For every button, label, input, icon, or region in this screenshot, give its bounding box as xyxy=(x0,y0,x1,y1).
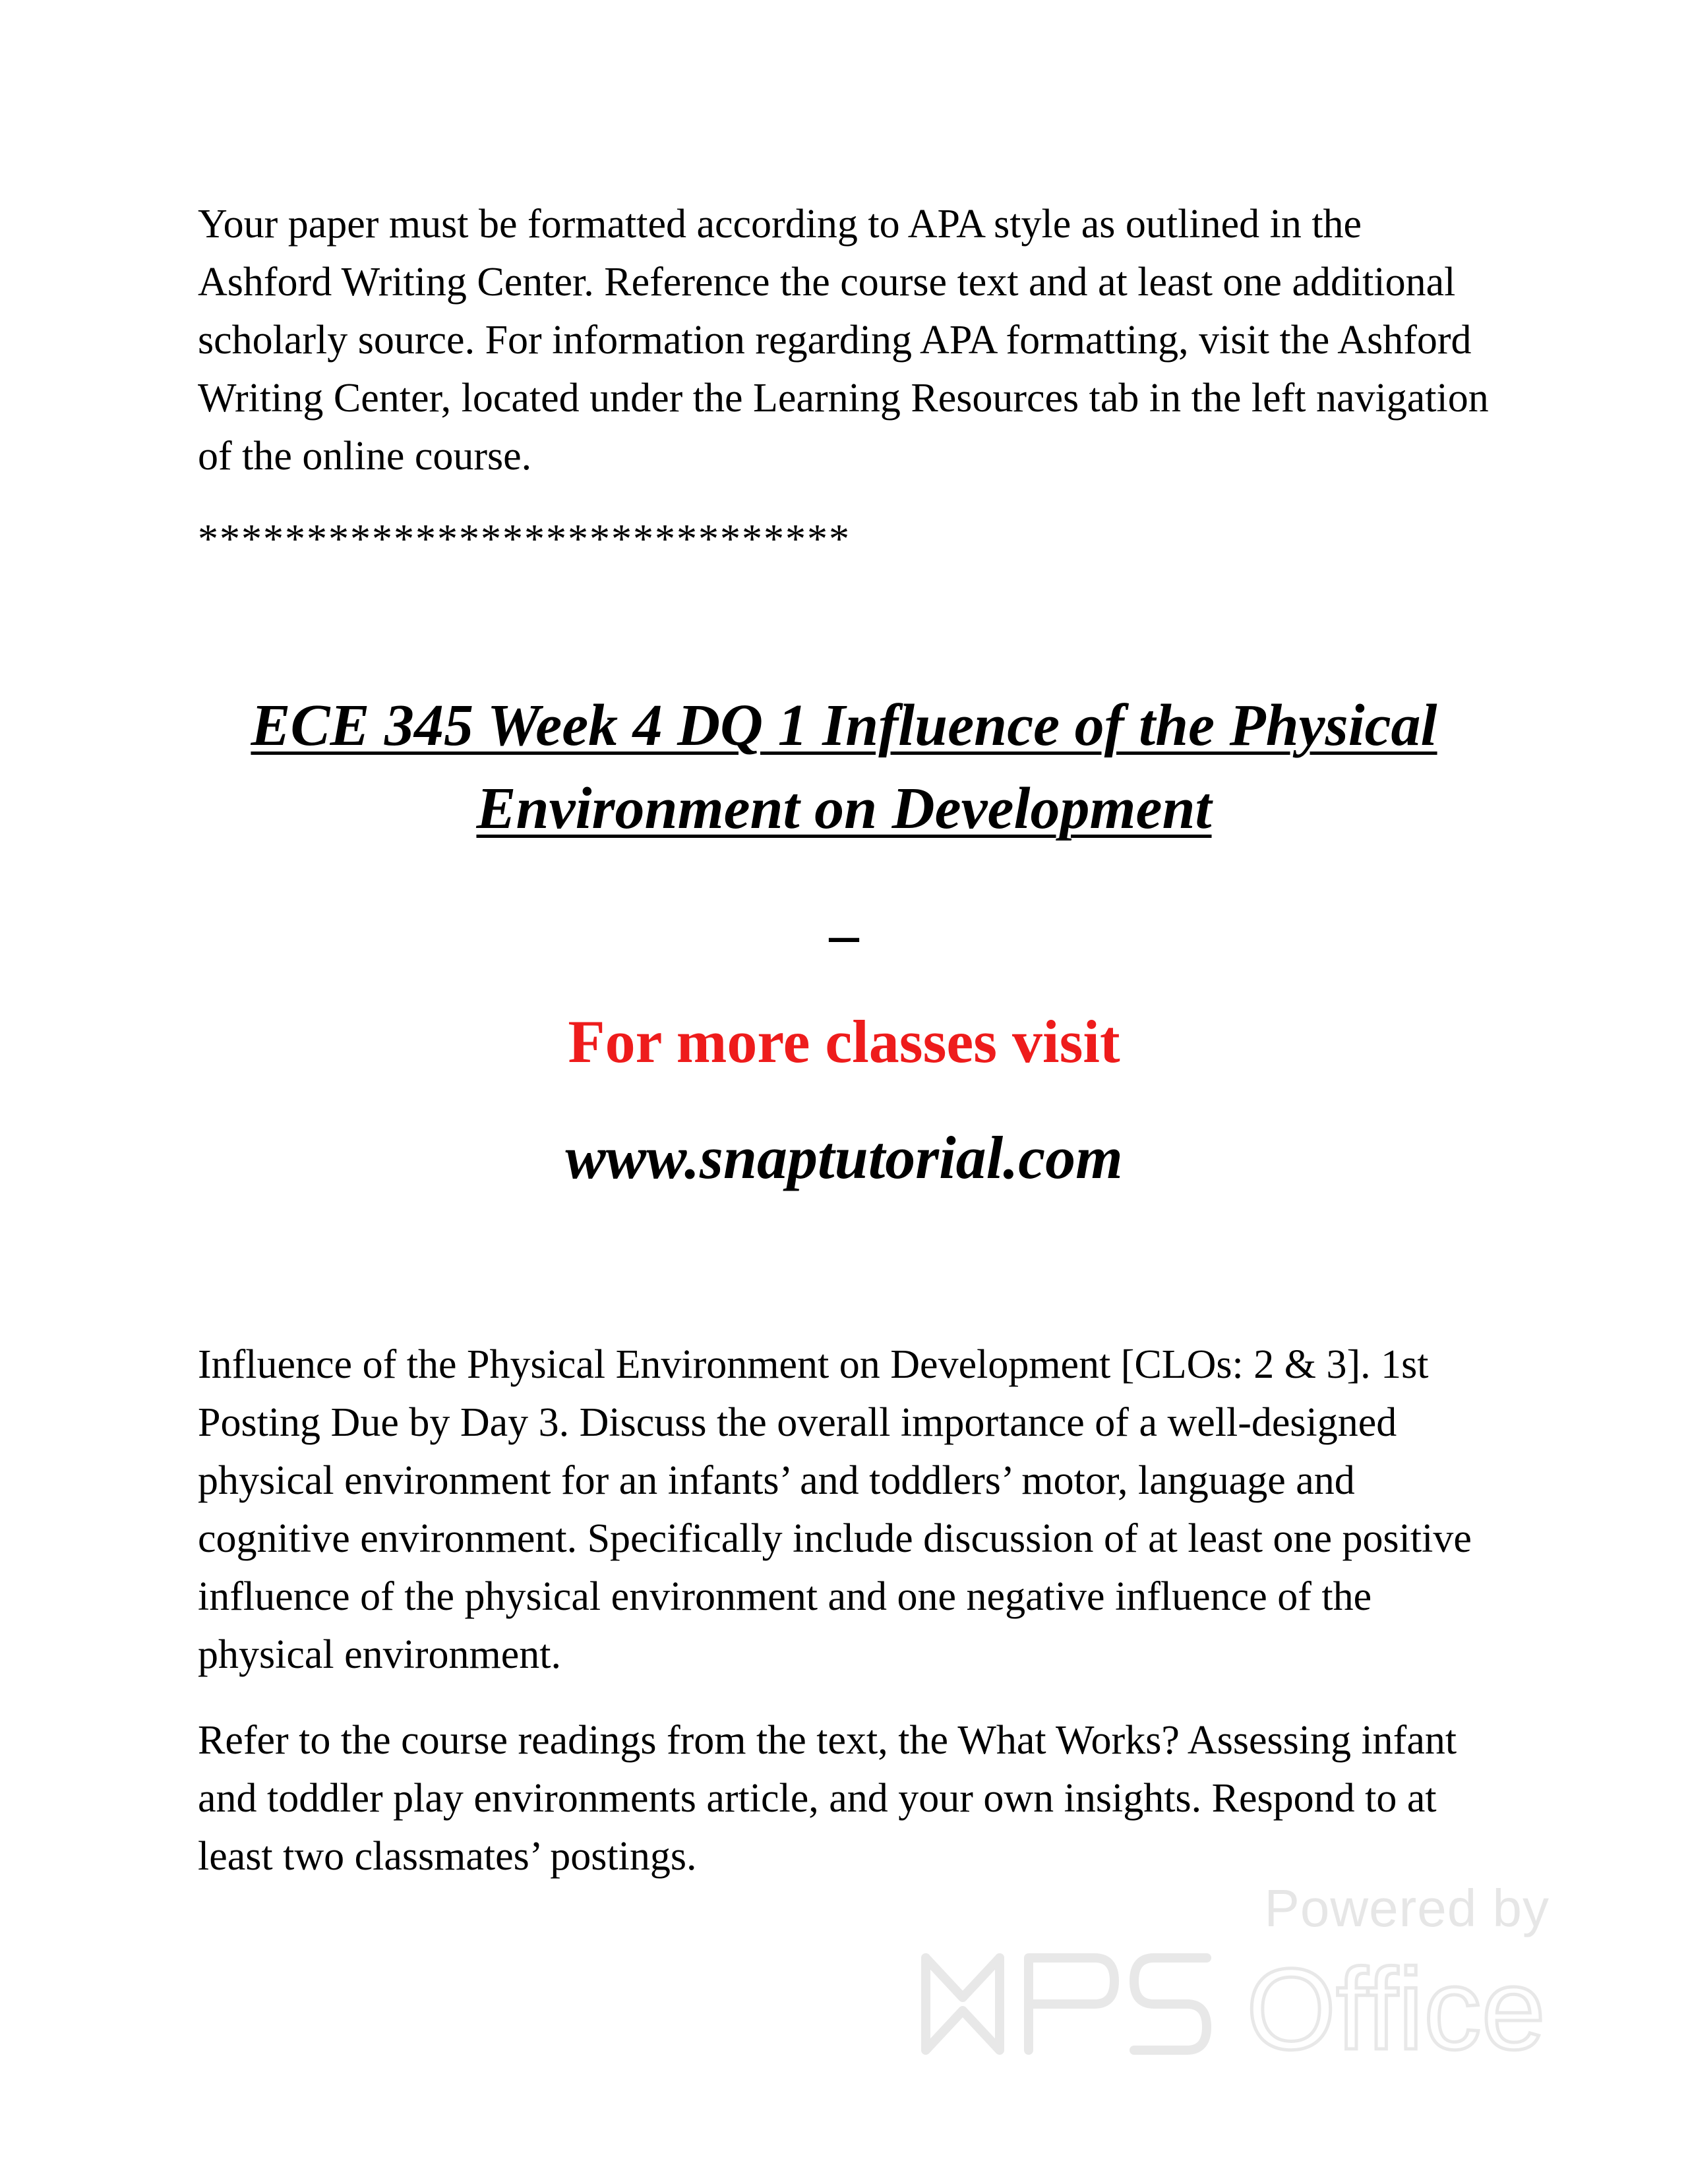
document-title: ECE 345 Week 4 DQ 1 Influence of the Physical Environment on Development xyxy=(251,693,1437,841)
promo-text: For more classes visit xyxy=(568,1008,1120,1075)
body-paragraph-1: Influence of the Physical Environment on Development [CLOs: 2 & 3]. 1st Posting Due by Day 3. Discuss the overall importance of a well-designed physical environment for an infants’ and toddlers’ motor, language and cognitive environment. Specifically include discussion of at least one positive influence of the physical environment and one negative influence of the physical environment. xyxy=(198,1342,1472,1677)
wps-office-watermark xyxy=(917,1879,1550,2063)
svg-text:Office: Office xyxy=(1246,1945,1546,2063)
wps-office-logo xyxy=(917,1945,1550,2063)
website-link[interactable]: www.snaptutorial.com xyxy=(565,1124,1123,1191)
body-paragraph-2: Refer to the course readings from the text, the What Works? Assessing infant and toddler play environments article, and your own insights. Respond to at least two classmates’ postings. xyxy=(198,1718,1457,1879)
watermark-powered-by: Powered by xyxy=(1264,1879,1550,1937)
separator-line: ****************************** xyxy=(198,517,851,562)
intro-paragraph: Your paper must be formatted according to APA style as outlined in the Ashford Writing Center. Reference the course text and at least one additional scholarly source. For information regarding APA formatting, visit the Ashford Writing Center, located under the Learning Resources tab in the left navigation of the online course. xyxy=(198,202,1489,479)
title-dash: – xyxy=(829,902,859,967)
